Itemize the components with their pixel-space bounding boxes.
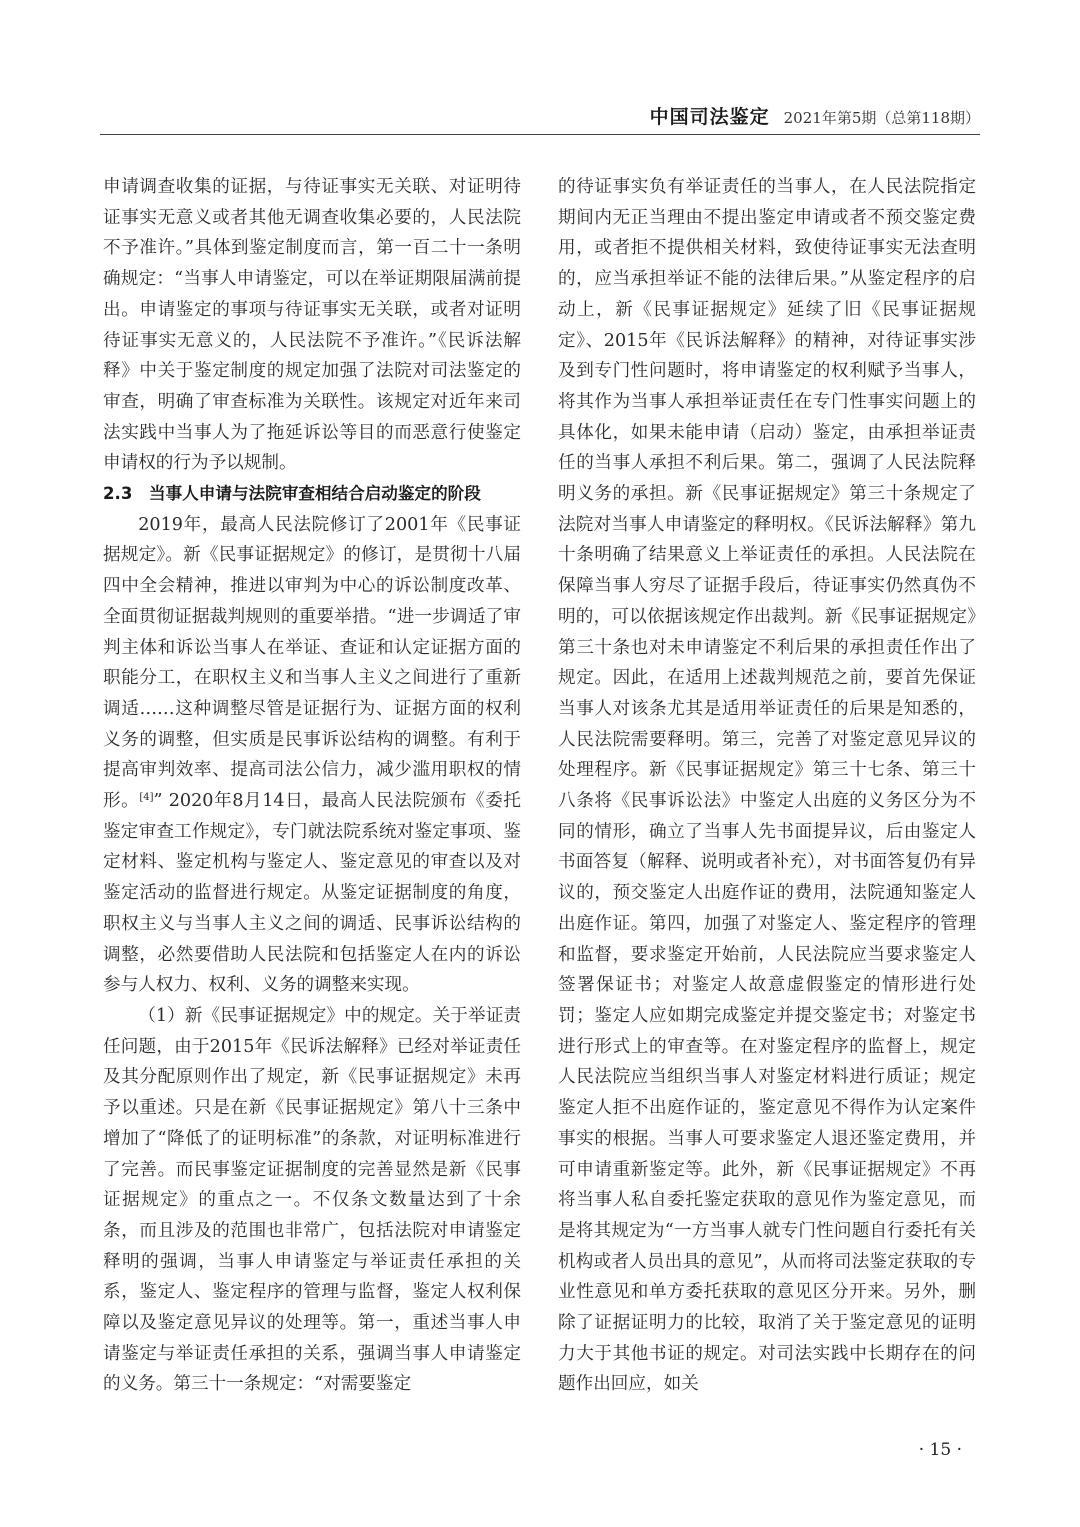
right-column: [558, 172, 976, 1400]
paragraph: 申请调查收集的证据，与待证事实无关联、对证明待证事实无意义或者其他无调查收集必要的，人民法院不予准许。”具体到鉴定制度而言，第一百二十一条明确规定：“当事人申请鉴定，可以在举证期限届满前提出。申请鉴定的事项与待证事实无关联，或者对证明待证事实无意义的，人民法院不予准许。”《民诉法解释》中关于鉴定制度的规定加强了法院对司法鉴定的审查，明确了审查标准为关联性。该规定对近年来司法实践中当事人为了拖延诉讼等目的而恶意行使鉴定申请权的行为予以规制。: [103, 177, 521, 474]
paragraph: （1）新《民事证据规定》中的规定。关于举证责任问题，由于2015年《民诉法解释》已经对举证责任及其分配原则作出了规定，新《民事证据规定》未再予以重述。只是在新《民事证据规定》第八十三条中增加了“降低了的证明标准”的条款，对证明标准进行了完善。而民事鉴定证据制度的完善显然是新《民事证据规定》的重点之一。不仅条文数量达到了十余条，而且涉及的范围也非常广，包括法院对申请鉴定释明的强调，当事人申请鉴定与举证责任承担的关系，鉴定人、鉴定程序的管理与监督，鉴定人权利保障以及鉴定意见异议的处理等。第一，重述当事人申请鉴定与举证责任承担的关系，强调当事人申请鉴定的义务。第三十一条规定：“对需要鉴定: [103, 1005, 521, 1395]
header-rule: [100, 134, 980, 135]
paragraph: 的待证事实负有举证责任的当事人，在人民法院指定期间内无正当理由不提出鉴定申请或者不预交鉴定费用，或者拒不提供相关材料，致使待证事实无法查明的，应当承担举证不能的法律后果。”从鉴定程序的启动上，新《民事证据规定》延续了旧《民事证据规定》、2015年《民诉法解释》的精神，对待证事实涉及到专门性问题时，将申请鉴定的权利赋予当事人，将其作为当事人承担举证责任在专门性事实问题上的具体化，如果未能申请（启动）鉴定，由承担举证责任的当事人承担不利后果。第二，强调了人民法院释明义务的承担。新《民事证据规定》第三十条规定了法院对当事人申请鉴定的释明权。《民诉法解释》第九十条明确了结果意义上举证责任的承担。人民法院在保障当事人穷尽了证据手段后，待证事实仍然真伪不明的，可以依据该规定作出裁判。新《民事证据规定》第三十条也对未申请鉴定不利后果的承担责任作出了规定。因此，在适用上述裁判规范之前，要首先保证当事人对该条尤其是适用举证责任的后果是知悉的，人民法院需要释明。第三，完善了对鉴定意见异议的处理程序。新《民事证据规定》第三十七条、第三十八条将《民事诉讼法》中鉴定人出庭的义务区分为不同的情形，确立了当事人先书面提异议，后由鉴定人书面答复（解释、说明或者补充），对书面答复仍有异议的，预交鉴定人出庭作证的费用，法院通知鉴定人出庭作证。第四，加强了对鉴定人、鉴定程序的管理和监督，要求鉴定开始前，人民法院应当要求鉴定人签署保证书；对鉴定人故意虚假鉴定的情形进行处罚；鉴定人应如期完成鉴定并提交鉴定书；对鉴定书进行形式上的审查等。在对鉴定程序的监督上，规定人民法院应当组织当事人对鉴定材料进行质证；规定鉴定人拒不出庭作证的，鉴定意见不得作为认定案件事实的根据。当事人可要求鉴定人退还鉴定费用，并可申请重新鉴定等。此外，新《民事证据规定》不再将当事人私自委托鉴定获取的意见作为鉴定意见，而是将其规定为“一方当事人就专门性问题自行委托有关机构或者人员出具的意见”，从而将司法鉴定获取的专业性意见和单方委托获取的意见区分开来。另外，删除了证据证明力的比较，取消了关于鉴定意见的证明力大于其他书证的规定。对司法实践中长期存在的问题作出回应，如关: [558, 177, 976, 1395]
section-heading: 2.3 当事人申请与法院审查相结合启动鉴定的阶段: [103, 484, 481, 504]
page-number: · 15 ·: [918, 1440, 962, 1460]
issue-info: 2021年第5期（总第118期）: [783, 109, 980, 127]
paragraph-text: ” 2020年8月14日，最高人民法院颁布《委托鉴定审查工作规定》，专门就法院系统对鉴定事项、鉴定材料、鉴定机构与鉴定人、鉴定意见的审查以及对鉴定活动的监督进行规定。从鉴定证据制度的角度，职权主义与当事人主义之间的调适、民事诉讼结构的调整，必然要借助人民法院和包括鉴定人在内的诉讼参与人权力、权利、义务的调整来实现。: [103, 791, 521, 996]
journal-name: 中国司法鉴定: [649, 106, 770, 128]
citation-ref[interactable]: [4]: [139, 792, 154, 804]
paragraph: [103, 510, 521, 1001]
paragraph-text: 2019年，最高人民法院修订了2001年《民事证据规定》。新《民事证据规定》的修订，是贯彻十八届四中全会精神，推进以审判为中心的诉讼制度改革、全面贯彻证据裁判规则的重要举措。“进一步调适了审判主体和诉讼当事人在举证、查证和认定证据方面的职能分工，在职权主义和当事人主义之间进行了重新调适……这种调整尽管是证据行为、证据方面的权利义务的调整，但实质是民事诉讼结构的调整。有利于提高审判效率、提高司法公信力，减少滥用职权的情形。: [103, 514, 521, 812]
left-column: [103, 172, 521, 1400]
running-header: [650, 102, 980, 132]
